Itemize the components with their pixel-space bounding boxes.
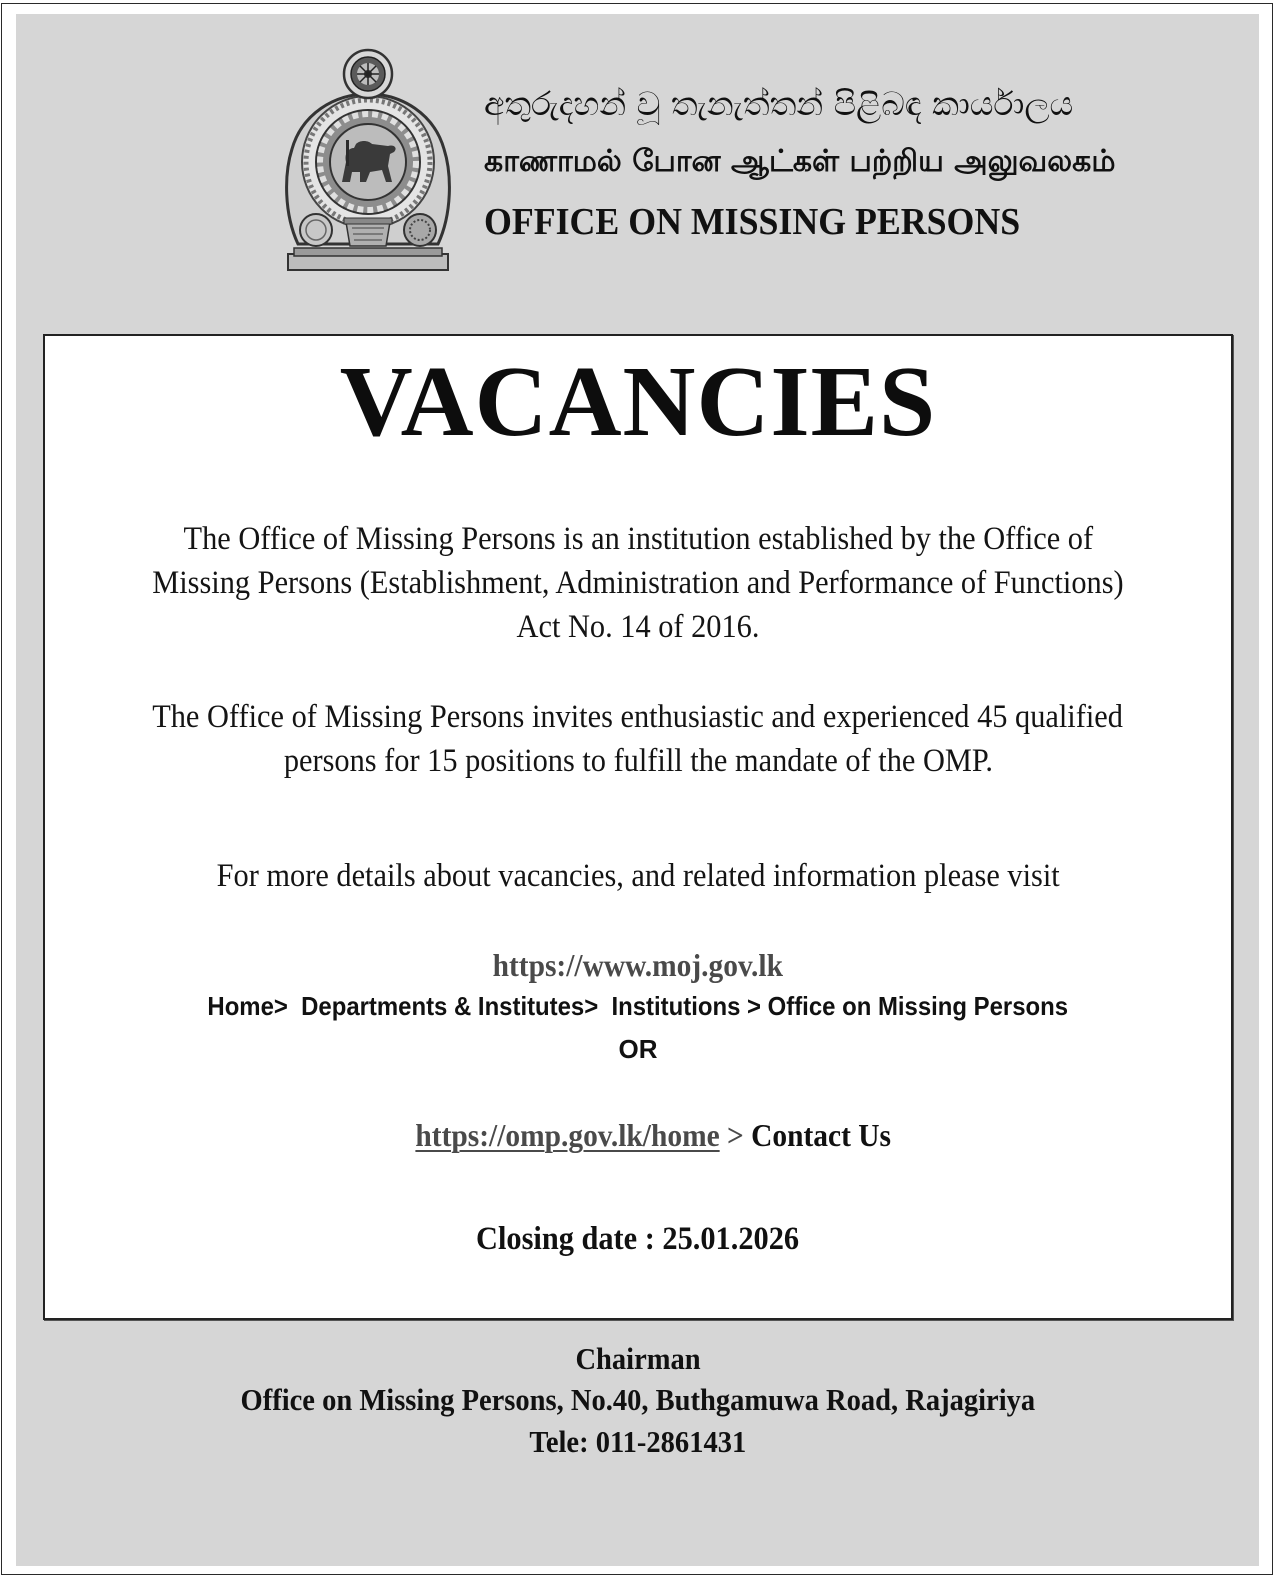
details-intro-text: For more details about vacancies, and related information please visit — [216, 858, 1060, 894]
intro-paragraph — [0, 517, 1276, 649]
omp-url-link[interactable]: https://omp.gov.lk/home — [414, 1117, 720, 1153]
tele-label: Tele: — [529, 1424, 596, 1459]
invitation-paragraph — [0, 695, 1276, 783]
tele-number: 011-2861431 — [595, 1424, 747, 1459]
intro-line-1: The Office of Missing Persons is an institution established by the Office of — [183, 521, 1093, 557]
intro-line-3: Act No. 14 of 2016. — [516, 609, 760, 645]
header-title-tamil: காணாமல் போன ஆட்கள் பற்றிய அலுவலகம் — [484, 144, 1116, 179]
contact-us-label: Contact Us — [750, 1117, 891, 1153]
footer-address — [0, 1379, 1276, 1421]
or-separator: OR — [618, 1034, 658, 1064]
omp-url-separator: > — [719, 1117, 751, 1153]
footer-telephone — [0, 1421, 1276, 1463]
invitation-line-2: persons for 15 positions to fulfill the mandate of the OMP. — [283, 743, 993, 779]
details-intro — [0, 854, 1276, 898]
signatory-text: Chairman — [575, 1341, 701, 1376]
moj-url-line — [0, 943, 1276, 987]
navigation-path — [0, 988, 1276, 1024]
closing-date-text: Closing date : 25.01.2026 — [476, 1221, 800, 1257]
footer-signatory — [0, 1338, 1276, 1380]
moj-url-link[interactable]: https://www.moj.gov.lk — [492, 947, 784, 983]
invitation-line-1: The Office of Missing Persons invites enthusiastic and experienced 45 qualified — [152, 699, 1124, 735]
intro-line-2: Missing Persons (Establishment, Administration and Performance of Functions) — [152, 565, 1124, 601]
closing-date — [0, 1216, 1276, 1262]
omp-url-line — [0, 1069, 1276, 1201]
address-text: Office on Missing Persons, No.40, Buthgamuwa Road, Rajagiriya — [240, 1382, 1036, 1417]
sri-lanka-national-emblem-icon — [284, 44, 452, 274]
header-title-english: OFFICE ON MISSING PERSONS — [484, 201, 1021, 243]
vacancies-heading: VACANCIES — [339, 345, 937, 457]
navigation-path-text: Home> Departments & Institutes> Institutions > Office on Missing Persons — [207, 991, 1069, 1021]
header-title-sinhala: අතුරුදහන් වූ තැනැත්තන් පිළිබඳ කාර්යාලය — [484, 84, 1074, 123]
